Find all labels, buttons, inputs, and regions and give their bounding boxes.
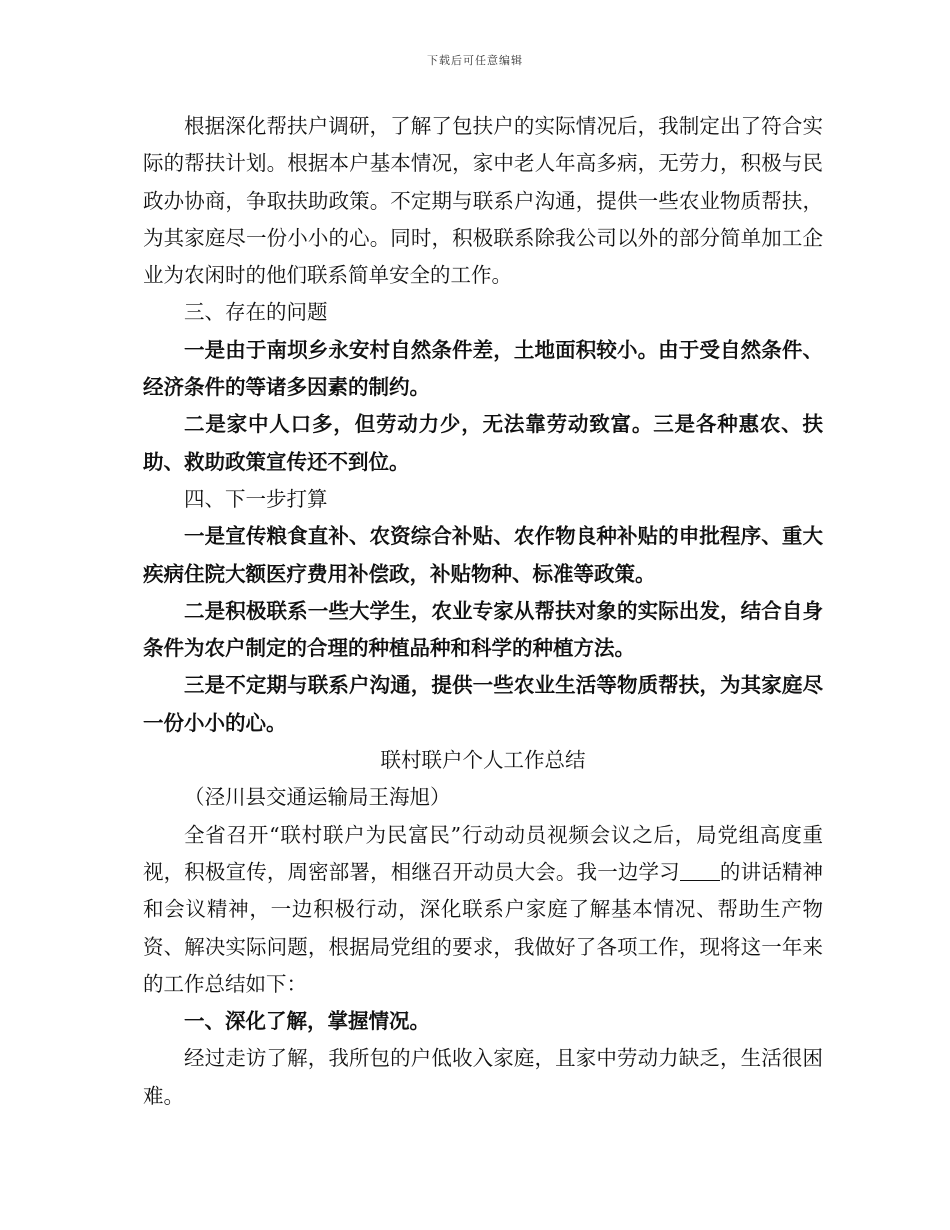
paragraph-help-plan: 根据深化帮扶户调研，了解了包扶户的实际情况后，我制定出了符合实际的帮扶计划。根据本户基本情况，家中老人年高多病，无劳力，积极与民政办协商，争取扶助政策。不定期与联系户沟通，提供一些农业物质帮扶，为其家庭尽一份小小的心。同时，积极联系除我公司以外的部分简单加工企业为农闲时的他们联系简单安全的工作。 xyxy=(143,114,823,288)
document-title: 联村联户个人工作总结 xyxy=(380,748,586,773)
fill-in-blank xyxy=(680,860,720,881)
section-heading-next-steps: 四、下一步打算 xyxy=(184,486,328,511)
section-heading-understanding: 一、深化了解，掌握情况。 xyxy=(184,1009,430,1034)
paragraph-problem-1: 一是由于南坝乡永安村自然条件差，土地面积较小。由于受自然条件、经济条件的等诸多因素的制约。 xyxy=(143,337,823,400)
paragraph-intro-part-2: 的讲话精神和会议精神，一边积极行动，深化联系户家庭了解基本情况、帮助生产物资、解决实际问题，根据局党组的要求，我做好了各项工作，现将这一年来的工作总结如下： xyxy=(143,859,824,996)
paragraph-intro xyxy=(143,817,823,1003)
author-line: （泾川县交通运输局王海旭） xyxy=(184,785,451,810)
document-body xyxy=(143,108,823,1115)
section-heading-problems: 三、存在的问题 xyxy=(184,300,328,325)
paragraph-plan-2: 二是积极联系一些大学生，农业专家从帮扶对象的实际出发，结合自身条件为农户制定的合理的种植品种和科学的种植方法。 xyxy=(143,598,823,661)
paragraph-plan-1: 一是宣传粮食直补、农资综合补贴、农作物良种补贴的申批程序、重大疾病住院大额医疗费用补偿政，补贴物种、标准等政策。 xyxy=(143,524,823,586)
paragraph-problem-2: 二是家中人口多，但劳动力少，无法靠劳动致富。三是各种惠农、扶助、救助政策宣传还不到位。 xyxy=(143,412,823,474)
page-header: 下载后可任意编辑 xyxy=(427,54,523,67)
paragraph-visit: 经过走访了解，我所包的户低收入家庭，且家中劳动力缺乏，生活很困难。 xyxy=(143,1046,823,1108)
paragraph-plan-3: 三是不定期与联系户沟通，提供一些农业生活等物质帮扶，为其家庭尽一份小小的心。 xyxy=(143,673,823,735)
paragraph-intro-part-1: 全省召开“联村联户为民富民”行动动员视频会议之后，局党组高度重视，积极宣传，周密部署，相继召开动员大会。我一边学习 xyxy=(143,822,823,884)
